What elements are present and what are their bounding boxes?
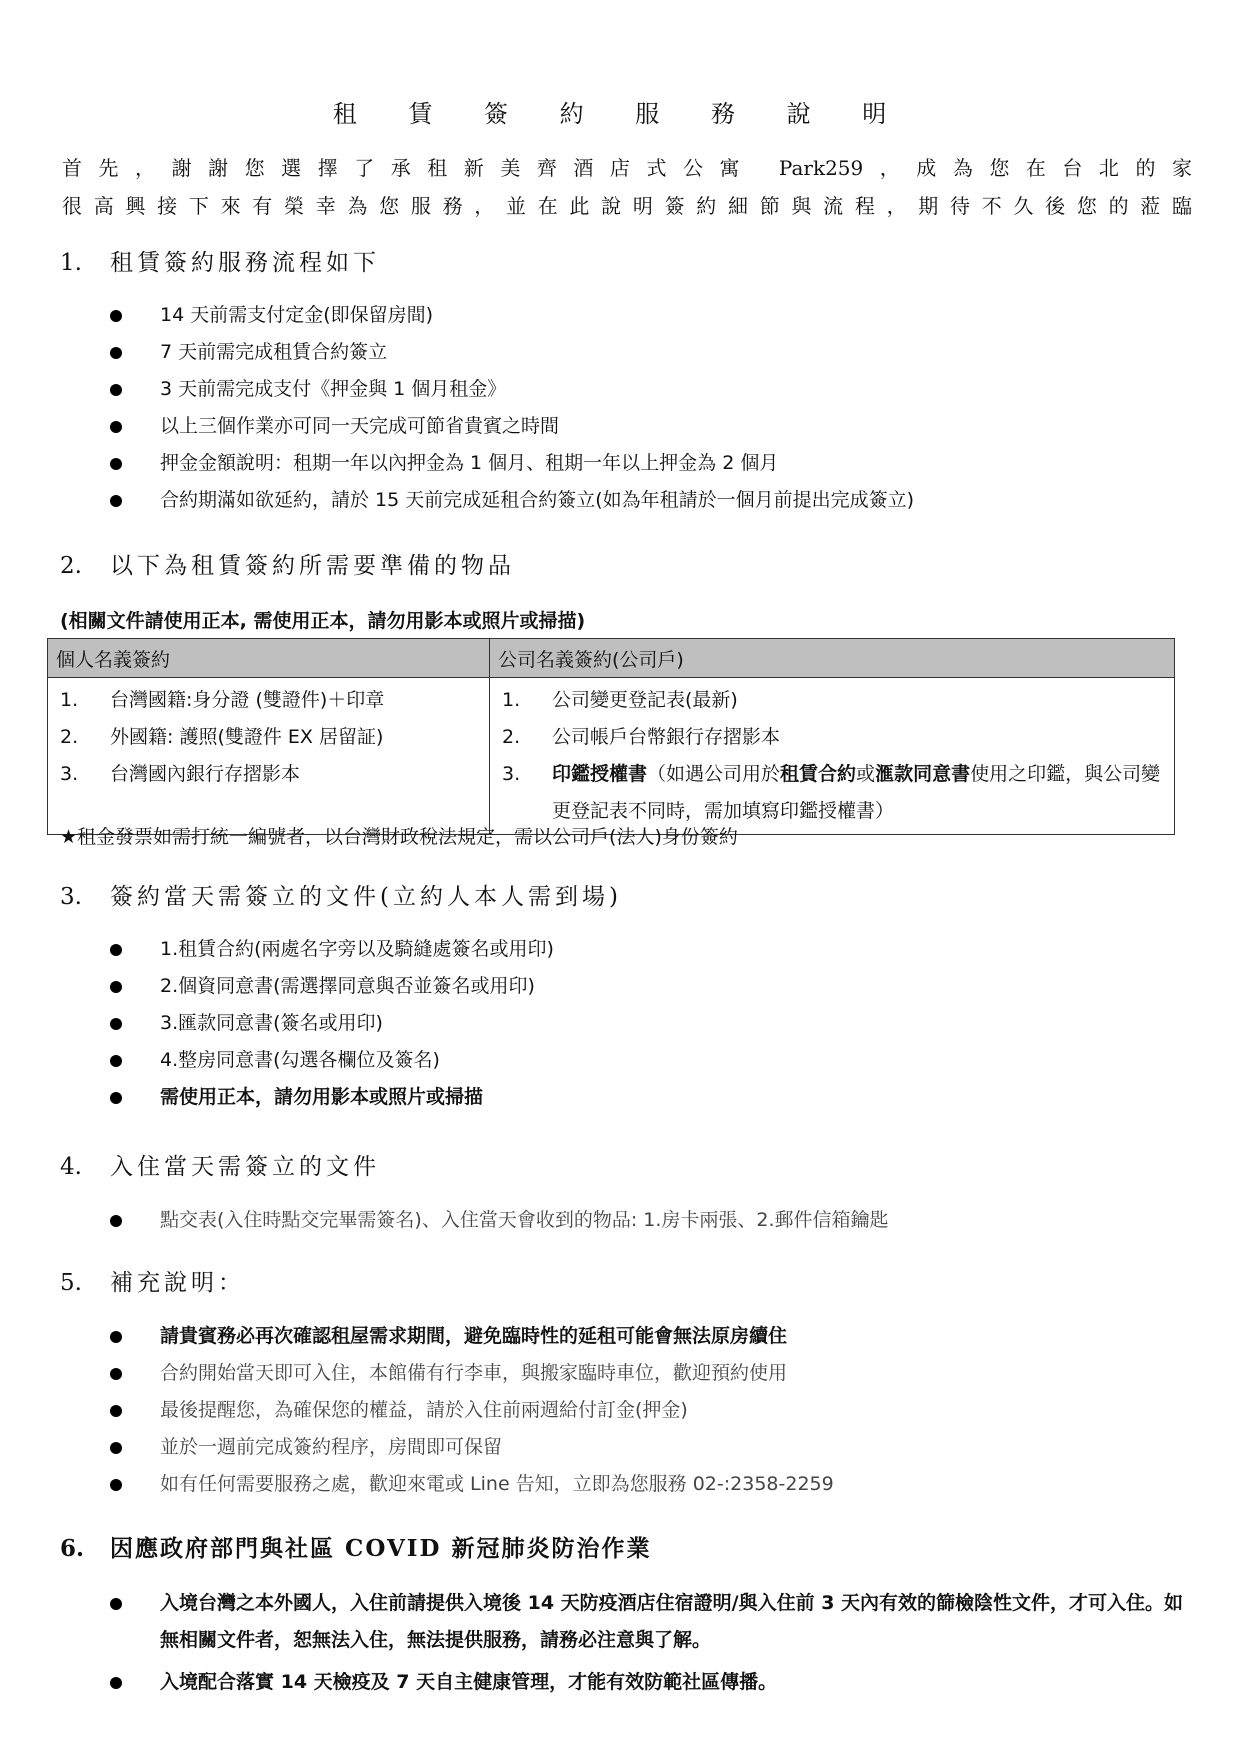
table-row: [498, 682, 1166, 719]
list-item: [110, 334, 387, 371]
invoice-note: ★租金發票如需打統一編號者，以台灣財政稅法規定，需以公司戶(法人)身份簽約: [60, 826, 738, 848]
list-item-text: 7 天前需完成租賃合約簽立: [160, 341, 388, 363]
list-item-text: 押金金額說明：租期一年以內押金為 1 個月、租期一年以上押金為 2 個月: [160, 452, 779, 474]
section-number: 5.: [60, 1270, 82, 1296]
list-item-text: 3 天前需完成支付《押金與 1 個月租金》: [160, 378, 507, 400]
list-item-text: 以上三個作業亦可同一天完成可節省貴賓之時間: [160, 415, 560, 437]
list-item: [110, 1355, 787, 1392]
section-number: 2.: [60, 553, 82, 579]
list-item-text: 2.個資同意書(需選擇同意與否並簽名或用印): [160, 975, 535, 997]
intro-line-2: 很高興接下來有榮幸為您服務，並在此說明簽約細節與流程，期待不久後您的蒞臨: [62, 194, 1192, 218]
row-text-part: 或: [856, 763, 876, 785]
list-item-text: 14 天前需支付定金(即保留房間): [160, 304, 434, 326]
bullet-icon: [110, 458, 122, 470]
list-item: [110, 1005, 383, 1042]
section-number: 1.: [60, 250, 82, 276]
list-item-text: 如有任何需要服務之處，歡迎來電或 Line 告知，立即為您服務 02-:2358-2259: [160, 1473, 834, 1495]
list-item: [110, 1202, 889, 1239]
section-title: 因應政府部門與社區 COVID 新冠肺炎防治作業: [110, 1535, 652, 1562]
list-item: [110, 371, 506, 408]
row-text: [552, 756, 1166, 830]
remittance-consent-label: 滙款同意書: [875, 763, 971, 785]
bullet-icon: [110, 384, 122, 396]
list-item: [110, 1466, 834, 1503]
section-title: 租賃簽約服務流程如下: [110, 250, 380, 276]
documents-note: (相關文件請使用正本, 需使用正本，請勿用影本或照片或掃描): [60, 610, 586, 632]
list-item: [110, 1392, 688, 1429]
list-item: [110, 1079, 483, 1116]
bullet-icon: [110, 1331, 122, 1343]
table-row: [56, 682, 481, 719]
table-row: [56, 719, 481, 756]
row-text: 公司帳戶台幣銀行存摺影本: [552, 726, 781, 748]
list-item: [110, 1042, 440, 1079]
section-number: 3.: [60, 884, 82, 910]
row-number: 2.: [60, 726, 79, 748]
personal-column: [48, 678, 490, 835]
section-5-heading: [60, 1264, 245, 1297]
list-item-text: 入境配合落實 14 天檢疫及 7 天自主健康管理，才能有效防範社區傳播。: [160, 1671, 778, 1693]
list-item-text: 入境台灣之本外國人，入住前請提供入境後 14 天防疫酒店住宿證明/與入住前 3 天內有效的篩檢陰性文件，才可入住。如無相關文件者，恕無法入住，無法提供服務，請務必注意與了解。: [160, 1592, 1184, 1651]
list-item: [110, 482, 914, 519]
list-item-text: 需使用正本，請勿用影本或照片或掃描: [160, 1086, 484, 1108]
bullet-icon: [110, 1405, 122, 1417]
list-item-text: 合約期滿如欲延約，請於 15 天前完成延租合約簽立(如為年租請於一個月前提出完成簽立): [160, 489, 915, 511]
bullet-icon: [110, 310, 122, 322]
bullet-icon: [110, 1092, 122, 1104]
table-row: [56, 756, 481, 793]
section-6-heading: [60, 1530, 652, 1563]
row-text: 台灣國籍:身分證 (雙證件)＋印章: [110, 689, 385, 711]
section-title: 補充說明：: [110, 1270, 245, 1296]
list-item-text: 點交表(入住時點交完畢需簽名)、入住當天會收到的物品: 1.房卡兩張、2.郵件信箱鑰匙: [160, 1209, 889, 1231]
row-number: 3.: [502, 763, 521, 785]
list-item-text: 並於一週前完成簽約程序，房間即可保留: [160, 1436, 503, 1458]
list-item: [110, 445, 778, 482]
list-item: [110, 968, 535, 1005]
lease-contract-label: 租賃合約: [780, 763, 857, 785]
list-item: [110, 1318, 787, 1355]
row-text-part: 使用之印鑑，與公司變更登記表不同時，需加填寫印鑑授權書）: [552, 763, 1161, 822]
list-item: [110, 931, 554, 968]
section-4-heading: [60, 1148, 380, 1181]
section-3-heading: [60, 878, 622, 911]
section-title: 以下為租賃簽約所需要準備的物品: [110, 553, 515, 579]
bullet-icon: [110, 421, 122, 433]
list-item: [110, 1429, 502, 1466]
list-item: [110, 408, 559, 445]
section-1-heading: [60, 244, 380, 277]
bullet-icon: [110, 1598, 122, 1610]
row-text: 台灣國內銀行存摺影本: [110, 763, 301, 785]
row-number: 3.: [60, 763, 79, 785]
list-item: [110, 1585, 1190, 1659]
list-item-text: 3.匯款同意書(簽名或用印): [160, 1012, 383, 1034]
page-title: 租 賃 簽 約 服 務 說 明: [332, 100, 909, 128]
bullet-icon: [110, 1215, 122, 1227]
list-item: [110, 297, 433, 334]
list-item-text: 合約開始當天即可入住，本館備有行李車，與搬家臨時車位，歡迎預約使用: [160, 1362, 788, 1384]
bullet-icon: [110, 1055, 122, 1067]
row-text: 公司變更登記表(最新): [552, 689, 738, 711]
section-2-heading: [60, 547, 515, 580]
seal-authorization-label: 印鑑授權書: [552, 763, 648, 785]
row-number: 1.: [60, 689, 79, 711]
section-number: 4.: [60, 1154, 82, 1180]
table-header-company: 公司名義簽約(公司戶): [490, 639, 1175, 678]
table-row: [498, 719, 1166, 756]
bullet-icon: [110, 495, 122, 507]
list-item-text: 1.租賃合約(兩處名字旁以及騎縫處簽名或用印): [160, 938, 554, 960]
row-text: 外國籍: 護照(雙證件 EX 居留証): [110, 726, 384, 748]
company-column: [490, 678, 1175, 835]
section-title: 入住當天需簽立的文件: [110, 1154, 380, 1180]
list-item-text: 請貴賓務必再次確認租屋需求期間，避免臨時性的延租可能會無法原房續住: [160, 1325, 788, 1347]
section-number: 6.: [60, 1535, 85, 1562]
list-item: [110, 1664, 777, 1701]
bullet-icon: [110, 347, 122, 359]
table-header-personal: 個人名義簽約: [48, 639, 490, 678]
bullet-icon: [110, 1018, 122, 1030]
list-item-text: 4.整房同意書(勾選各欄位及簽名): [160, 1049, 440, 1071]
table-row: [498, 756, 1166, 830]
list-item-text: 最後提醒您，為確保您的權益，請於入住前兩週給付訂金(押金): [160, 1399, 688, 1421]
section-title: 簽約當天需簽立的文件(立約人本人需到場): [110, 884, 622, 910]
row-number: 1.: [502, 689, 521, 711]
bullet-icon: [110, 1677, 122, 1689]
bullet-icon: [110, 944, 122, 956]
row-text-part: （如遇公司用於: [647, 763, 781, 785]
bullet-icon: [110, 1479, 122, 1491]
bullet-icon: [110, 1368, 122, 1380]
bullet-icon: [110, 981, 122, 993]
documents-table: [47, 638, 1175, 835]
row-number: 2.: [502, 726, 521, 748]
bullet-icon: [110, 1442, 122, 1454]
intro-line-1: 首先，謝謝您選擇了承租新美齊酒店式公寓 Park259，成為您在台北的家: [62, 156, 1192, 180]
